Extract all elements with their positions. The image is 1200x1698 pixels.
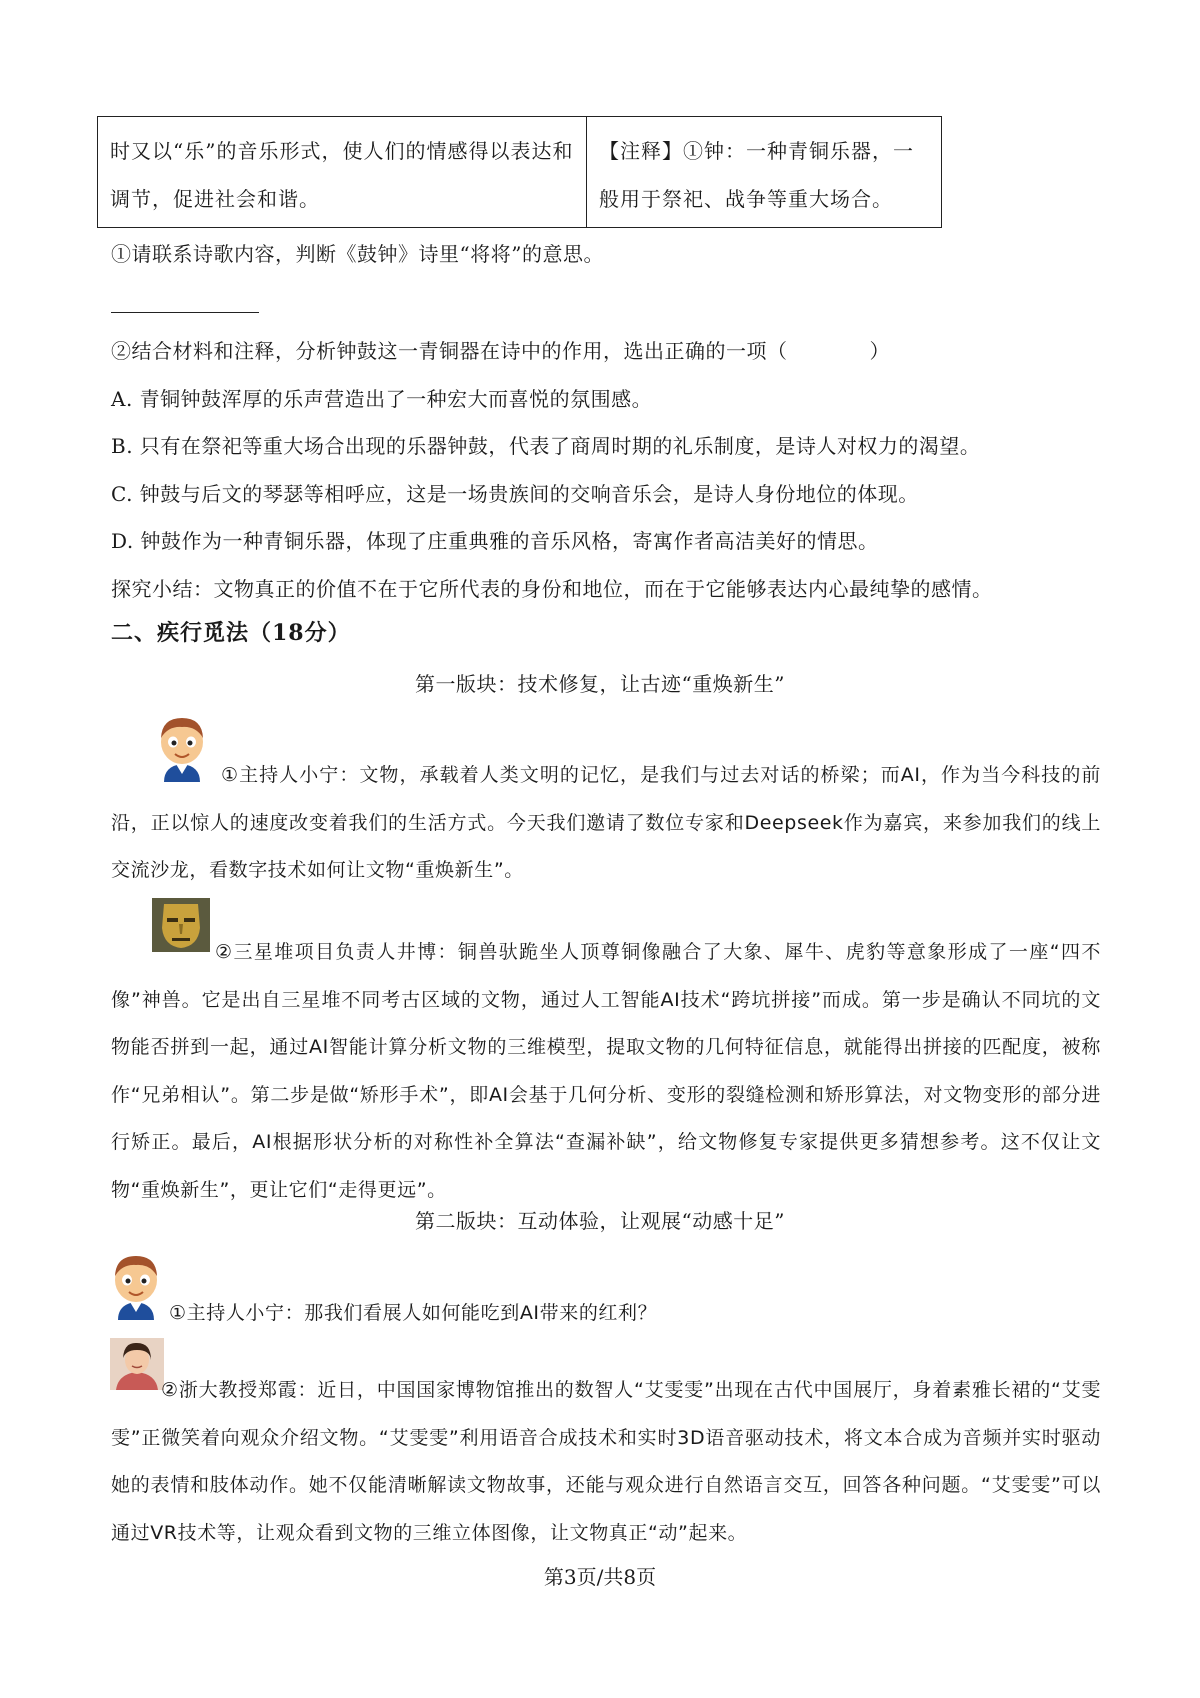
option-b: B. 只有在祭祀等重大场合出现的乐器钟鼓，代表了商周时期的礼乐制度，是诗人对权力的渴望。: [111, 434, 981, 458]
answer-blank[interactable]: [111, 312, 259, 313]
block2-host-speech: ①主持人小宁：那我们看展人如何能吃到AI带来的红利？: [169, 1302, 658, 1324]
notes-table: [97, 116, 942, 228]
summary: 探究小结：文物真正的价值不在于它所代表的身份和地位，而在于它能够表达内心最纯挚的感情。: [111, 577, 993, 601]
block1-expert-speech: ②三星堆项目负责人井博：铜兽驮跪坐人顶尊铜像融合了大象、犀牛、虎豹等意象形成了一座“四不像”神兽。它是出自三星堆不同考古区域的文物，通过人工智能AI技术“跨坑拼接”而成。第一步是确认不同坑的文物能否拼到一起，通过AI智能计算分析文物的三维模型，提取文物的几何特征信息，就能得出拼接的匹配度，被称作“兄弟相认”。第二步是做“矫形手术”，即AI会基于几何分析、变形的裂缝检测和矫形算法，对文物变形的部分进行矫正。最后，AI根据形状分析的对称性补全算法“查漏补缺”，给文物修复专家提供更多猜想参考。这不仅让文物“重焕新生”，更让它们“走得更远”。: [111, 941, 1101, 1201]
block2-expert-speech: ②浙大教授郑霞：近日，中国国家博物馆推出的数智人“艾雯雯”出现在古代中国展厅，身着素雅长裙的“艾雯雯”正微笑着向观众介绍文物。“艾雯雯”利用语音合成技术和实时3D语音驱动技术，将文本合成为音频并实时驱动她的表情和肢体动作。她不仅能清晰解读文物故事，还能与观众进行自然语言交互，回答各种问题。“艾雯雯”可以通过VR技术等，让观众看到文物的三维立体图像，让文物真正“动”起来。: [111, 1379, 1101, 1544]
page-footer: 第3页/共8页: [543, 1565, 657, 1589]
question-2: ②结合材料和注释，分析钟鼓这一青铜器在诗中的作用，选出正确的一项（ ）: [111, 339, 890, 363]
option-c: C. 钟鼓与后文的琴瑟等相呼应，这是一场贵族间的交响音乐会，是诗人身份地位的体现。: [111, 482, 919, 506]
annotation-cell: 【注释】①钟：一种青铜乐器，一般用于祭祀、战争等重大场合。: [599, 139, 914, 211]
block1-title: 第一版块：技术修复，让古迹“重焕新生”: [415, 672, 785, 696]
option-d: D. 钟鼓作为一种青铜乐器，体现了庄重典雅的音乐风格，寄寓作者高洁美好的情思。: [111, 529, 879, 553]
section-title: 二、疾行觅法（18分）: [111, 620, 351, 646]
material-cell: 时又以“乐”的音乐形式，使人们的情感得以表达和调节，促进社会和谐。: [98, 117, 587, 227]
block2-title: 第二版块：互动体验，让观展“动感十足”: [415, 1209, 785, 1233]
option-a: A. 青铜钟鼓浑厚的乐声营造出了一种宏大而喜悦的氛围感。: [111, 387, 653, 411]
block1-host-speech: ①主持人小宁：文物，承载着人类文明的记忆，是我们与过去对话的桥梁；而AI，作为当今科技的前沿，正以惊人的速度改变着我们的生活方式。今天我们邀请了数位专家和Deepseek作为嘉宾，来参加我们的线上交流沙龙，看数字技术如何让文物“重焕新生”。: [111, 764, 1101, 881]
question-1: ①请联系诗歌内容，判断《鼓钟》诗里“将将”的意思。: [111, 242, 604, 266]
